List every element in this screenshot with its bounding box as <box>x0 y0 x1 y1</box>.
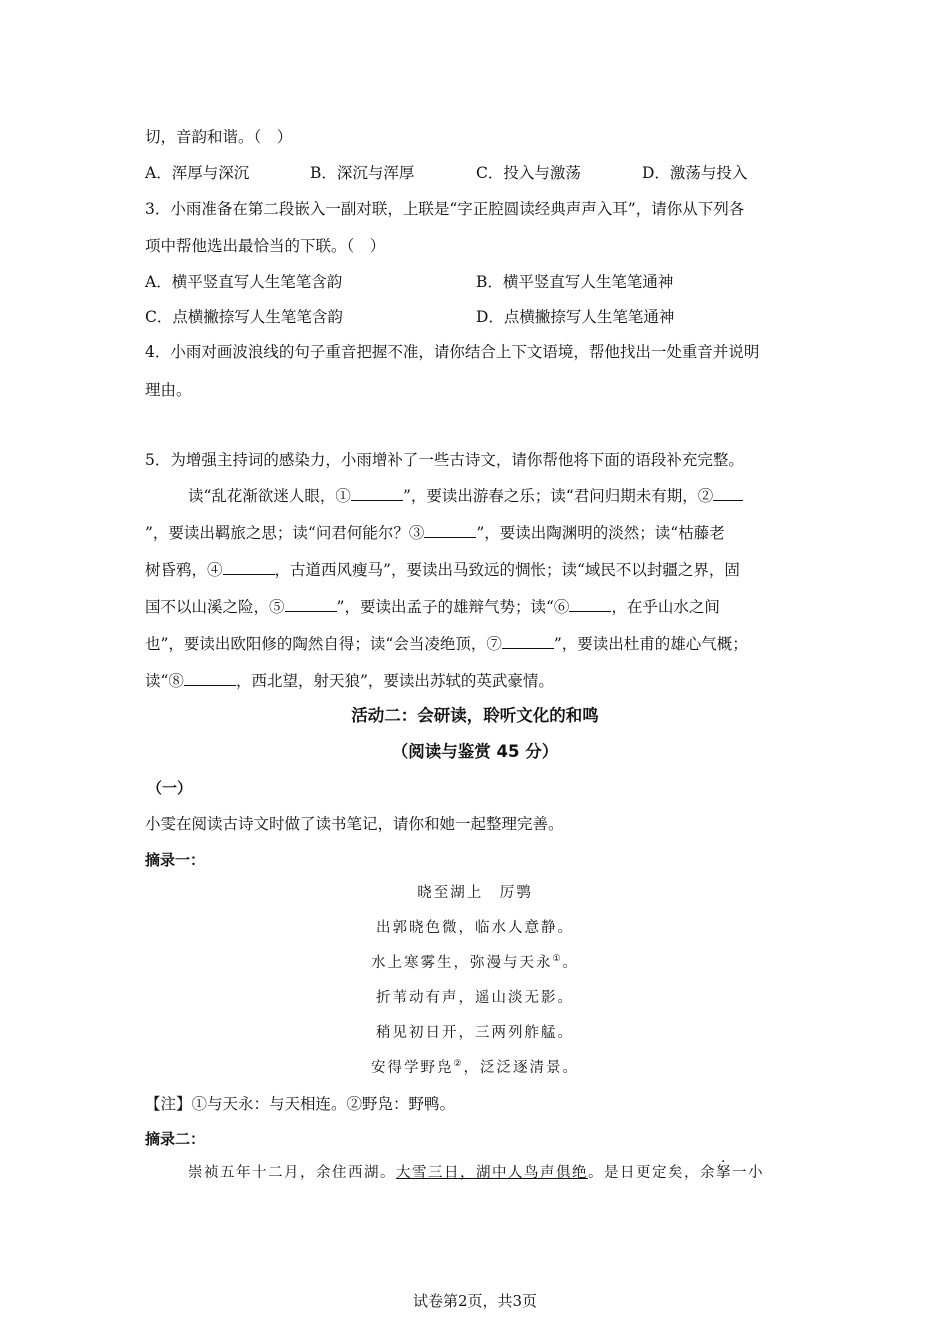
q3-option-a: A．横平竖直写人生笔笔含韵 <box>145 273 343 291</box>
poem-line-4: 稍见初日开，三两列舴艋。 <box>376 1025 574 1041</box>
prose-line-1: 崇祯五年十二月，余住西湖。大雪三日，湖中人鸟声俱绝。是日更定矣，余拏一小 <box>188 1165 764 1181</box>
q2-tail-text: 切，音韵和谐。（ ） <box>145 128 293 146</box>
q4-stem-line2: 理由。 <box>145 381 192 399</box>
poem-line-2: 水上寒雾生，弥漫与天永①。 <box>370 954 580 971</box>
page-footer: 试卷第2页，共3页 <box>412 1292 538 1310</box>
section-intro: 小雯在阅读古诗文时做了读书笔记，请你和她一起整理完善。 <box>145 815 564 833</box>
answer-blank-4[interactable] <box>223 558 275 575</box>
activity-subtitle: （阅读与鉴赏 45 分） <box>391 742 559 761</box>
poem-line-5: 安得学野凫②，泛泛逐清景。 <box>370 1059 580 1076</box>
q5-paragraph-line1: 读“乱花渐欲迷人眼，① ”，要读出游春之乐；读“君问归期未有期，② <box>188 484 743 507</box>
q3-stem-line2: 项中帮他选出最恰当的下联。（ ） <box>145 237 386 255</box>
q2-option-d: D．激荡与投入 <box>642 164 748 182</box>
poem-line-1: 出郭晓色微，临水人意静。 <box>376 920 574 936</box>
q2-option-b: B．深沉与浑厚 <box>310 164 415 182</box>
emphasis-dot-char: 拏 <box>716 1165 732 1181</box>
underlined-sentence: 大雪三日，湖中人鸟声俱绝 <box>396 1165 588 1181</box>
poem-title: 晓至湖上 厉鹗 <box>417 885 533 901</box>
excerpt1-label: 摘录一： <box>145 851 206 869</box>
q3-stem-line1: 3．小雨准备在第二段嵌入一副对联，上联是“字正腔圆读经典声声入耳”，请你从下列各 <box>145 200 745 218</box>
answer-blank-1[interactable] <box>351 484 403 501</box>
q2-option-a: A．浑厚与深沉 <box>145 164 250 182</box>
answer-blank-2[interactable] <box>713 484 743 501</box>
q5-paragraph-line2: ”，要读出羁旅之思；读“问君何能尔？③ ”，要读出陶渊明的淡然；读“枯藤老 <box>145 521 725 544</box>
section-label: （一） <box>147 779 193 797</box>
q5-stem: 5．为增强主持词的感染力，小雨增补了一些古诗文，请你帮他将下面的语段补充完整。 <box>145 451 744 469</box>
answer-blank-8[interactable] <box>184 669 236 686</box>
q5-paragraph-line5: 也”，要读出欧阳修的陶然自得；读“会当凌绝顶，⑦ ”，要读出杜甫的雄心气概； <box>145 632 748 655</box>
footnote-marker-2: ② <box>453 1059 464 1070</box>
answer-blank-6[interactable] <box>569 595 611 612</box>
answer-blank-3[interactable] <box>424 521 476 538</box>
q5-paragraph-line4: 国不以山溪之险，⑤ ”，要读出孟子的雄辩气势；读“⑥ ，在乎山水之间 <box>145 595 720 618</box>
excerpt2-label: 摘录二： <box>145 1130 206 1148</box>
q5-paragraph-line3: 树昏鸦，④ ，古道西风瘦马”，要读出马致远的惆怅；读“域民不以封疆之界，固 <box>145 558 740 581</box>
answer-blank-5[interactable] <box>285 595 337 612</box>
footnote-marker-1: ① <box>552 954 563 965</box>
q3-option-d: D．点横撇捺写人生笔笔通神 <box>476 308 675 326</box>
answer-blank-7[interactable] <box>502 632 554 649</box>
q5-paragraph-line6: 读“⑧ ，西北望，射天狼”，要读出苏轼的英武豪情。 <box>145 669 554 692</box>
q3-option-c: C．点横撇捺写人生笔笔含韵 <box>145 308 343 326</box>
poem-note: 【注】①与天永：与天相连。②野凫：野鸭。 <box>145 1095 456 1113</box>
poem-line-3: 折苇动有声，遥山淡无影。 <box>376 990 574 1006</box>
q4-stem-line1: 4．小雨对画波浪线的句子重音把握不准，请你结合上下文语境，帮他找出一处重音并说明 <box>145 343 760 361</box>
q3-option-b: B．横平竖直写人生笔笔通神 <box>476 273 674 291</box>
q2-option-c: C．投入与激荡 <box>476 164 581 182</box>
activity-title: 活动二：会研读，聆听文化的和鸣 <box>351 706 599 725</box>
